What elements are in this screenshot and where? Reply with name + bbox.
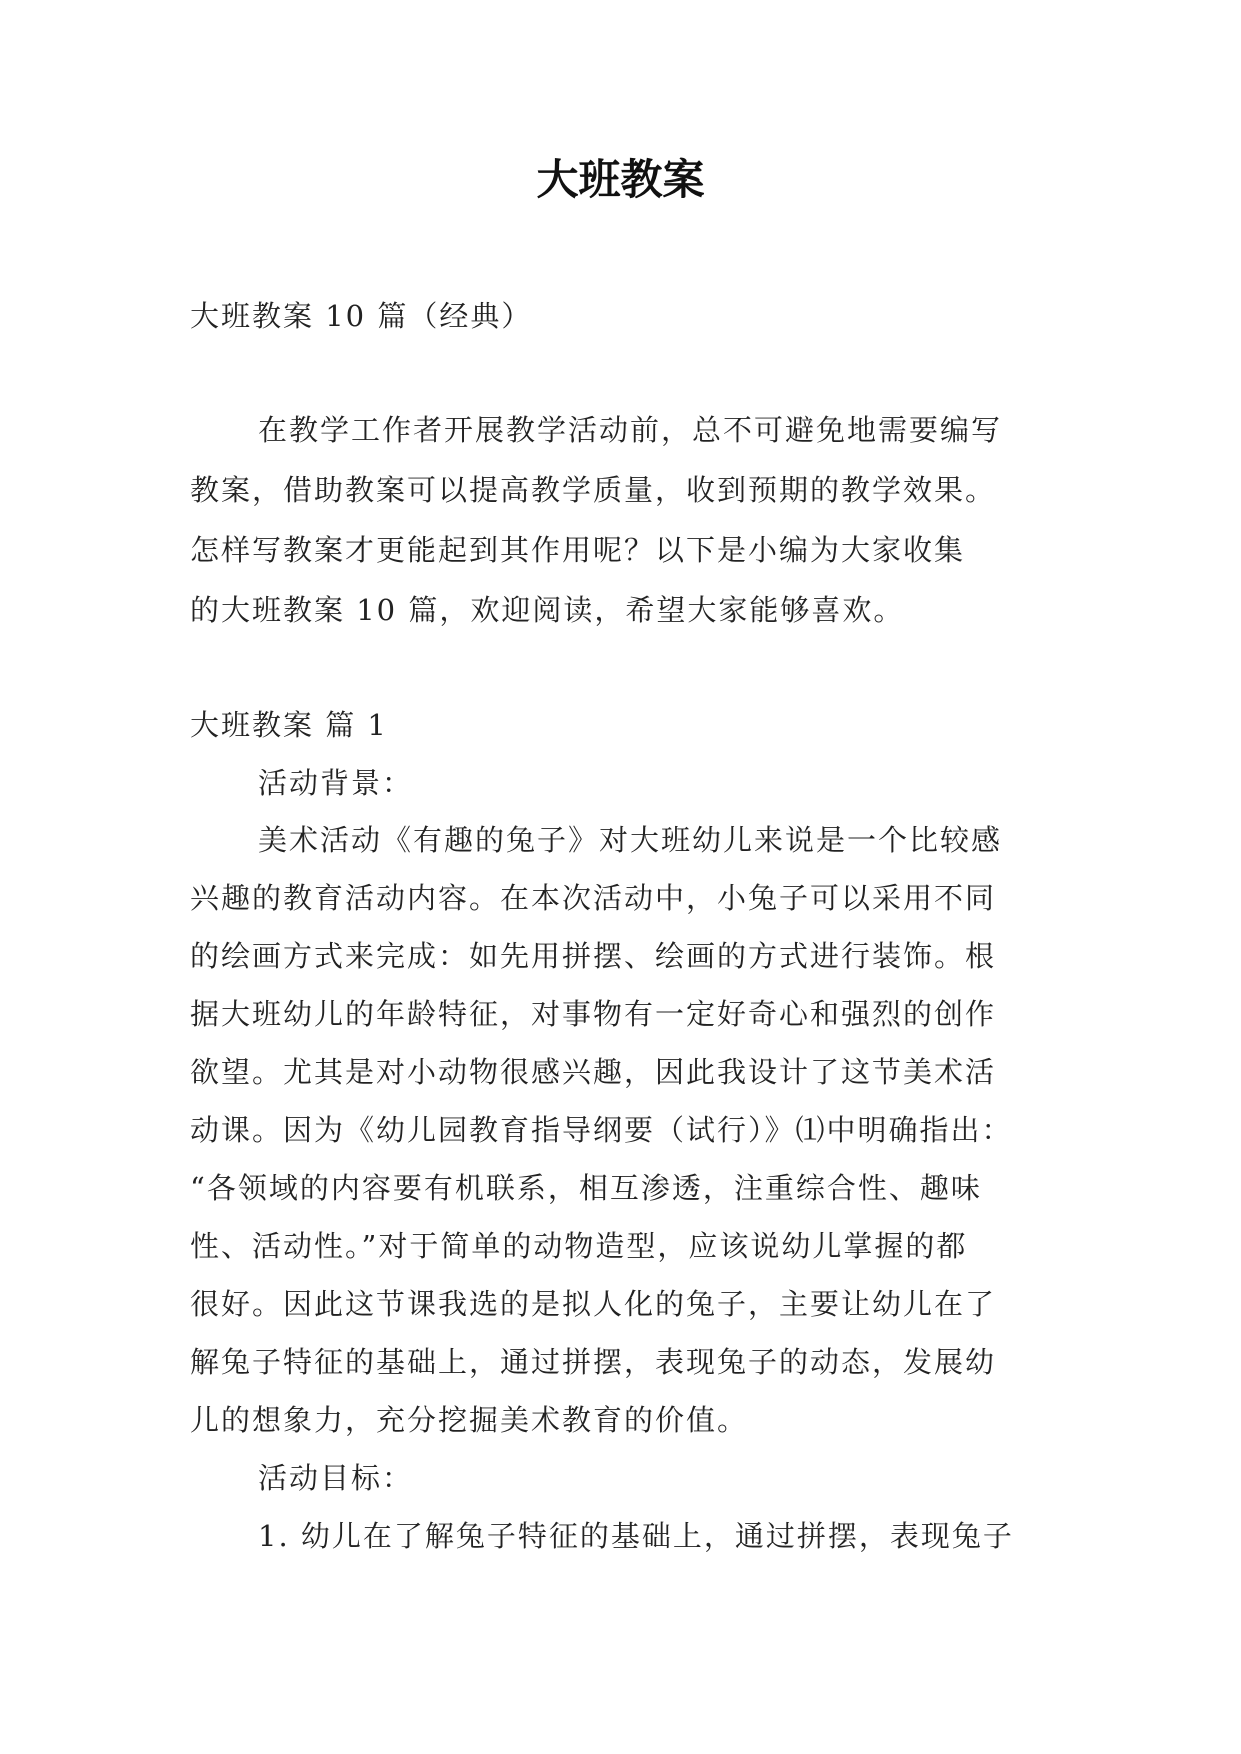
goals-label: 活动目标： [258, 1461, 414, 1495]
background-line: 性、活动性。”对于简单的动物造型，应该说幼儿掌握的都 [190, 1229, 968, 1263]
intro-line: 怎样写教案才更能起到其作用呢？以下是小编为大家收集 [190, 533, 966, 567]
background-line: “各领域的内容要有机联系，相互渗透，注重综合性、趣味 [190, 1171, 982, 1205]
intro-line: 教案，借助教案可以提高教学质量，收到预期的教学效果。 [190, 473, 997, 507]
background-line: 兴趣的教育活动内容。在本次活动中，小兔子可以采用不同 [190, 881, 997, 915]
goal-item: 1. 幼儿在了解兔子特征的基础上，通过拼摆，表现兔子 [258, 1519, 1014, 1553]
background-line: 美术活动《有趣的兔子》对大班幼儿来说是一个比较感 [258, 823, 1003, 857]
intro-line: 的大班教案 10 篇，欢迎阅读，希望大家能够喜欢。 [190, 593, 905, 627]
background-line: 儿的想象力，充分挖掘美术教育的价值。 [190, 1403, 749, 1437]
background-line: 解兔子特征的基础上，通过拼摆，表现兔子的动态，发展幼 [190, 1345, 997, 1379]
document-subtitle: 大班教案 10 篇（经典） [190, 299, 533, 333]
document-title: 大班教案 [536, 155, 705, 204]
intro-line: 在教学工作者开展教学活动前，总不可避免地需要编写 [258, 413, 1003, 447]
background-line: 据大班幼儿的年龄特征，对事物有一定好奇心和强烈的创作 [190, 997, 997, 1031]
background-line: 欲望。尤其是对小动物很感兴趣，因此我设计了这节美术活 [190, 1055, 997, 1089]
background-line: 的绘画方式来完成：如先用拼摆、绘画的方式进行装饰。根 [190, 939, 997, 973]
section-heading: 大班教案 篇 1 [190, 708, 388, 742]
background-line: 很好。因此这节课我选的是拟人化的兔子，主要让幼儿在了 [190, 1287, 997, 1321]
background-line: 动课。因为《幼儿园教育指导纲要（试行）》⑴中明确指出： [190, 1113, 1013, 1147]
background-label: 活动背景： [258, 766, 414, 800]
